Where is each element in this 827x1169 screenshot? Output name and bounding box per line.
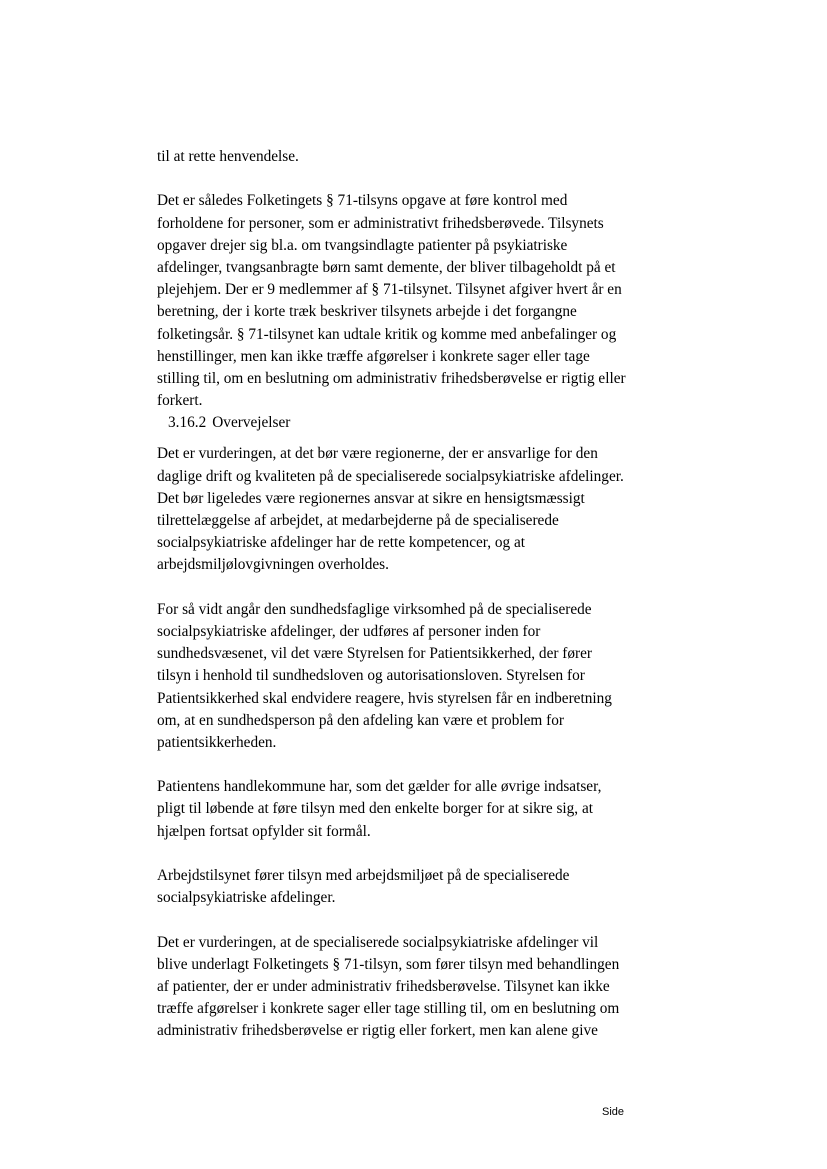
- paragraph: [157, 599, 697, 754]
- text-line: opgaver drejer sig bl.a. om tvangsindlagte patienter på psykiatriske: [157, 236, 568, 254]
- text-line: daglige drift og kvaliteten på de specialiserede socialpsykiatriske afdelinger.: [157, 467, 624, 485]
- document-body: [157, 146, 697, 1043]
- text-line: socialpsykiatriske afdelinger, der udføres af personer inden for: [157, 622, 541, 640]
- text-line: Arbejdstilsynet fører tilsyn med arbejdsmiljøet på de specialiserede: [157, 867, 570, 884]
- text-line: Patientens handlekommune har, som det gælder for alle øvrige indsatser,: [157, 778, 602, 796]
- paragraph-spacer: [157, 754, 697, 776]
- text-line: forkert.: [157, 392, 203, 410]
- paragraph-spacer: [157, 843, 697, 865]
- text-line: blive underlagt Folketingets § 71-tilsyn, som fører tilsyn med behandlingen: [157, 955, 620, 973]
- paragraph: [157, 776, 697, 843]
- text-line: tilrettelæggelse af arbejdet, at medarbejderne på de specialiserede: [157, 512, 559, 529]
- text-line: forholdene for personer, som er administrativt frihedsberøvede. Tilsynets: [157, 214, 604, 232]
- section-heading-title: Overvejelser: [212, 414, 291, 432]
- text-line: Det er vurderingen, at de specialiserede socialpsykiatriske afdelinger vil: [157, 933, 599, 951]
- paragraph-spacer: [157, 168, 697, 190]
- paragraph-spacer: [157, 909, 697, 931]
- paragraph: [157, 146, 697, 168]
- text-line: socialpsykiatriske afdelinger har de rette kompetencer, og at: [157, 534, 526, 552]
- text-line: plejehjem. Der er 9 medlemmer af § 71-tilsynet. Tilsynet afgiver hvert år en: [157, 281, 622, 299]
- text-line: Det er vurderingen, at det bør være regionerne, der er ansvarlige for den: [157, 445, 598, 463]
- text-line: tilsyn i henhold til sundhedsloven og autorisationsloven. Styrelsen for: [157, 667, 585, 685]
- text-line: folketingsår. § 71-tilsynet kan udtale kritik og komme med anbefalinger og: [157, 325, 617, 343]
- paragraph: [157, 190, 697, 412]
- text-line: træffe afgørelser i konkrete sager eller tage stilling til, om en beslutning om: [157, 1000, 620, 1018]
- section-heading: [157, 412, 697, 434]
- text-line: beretning, der i korte træk beskriver tilsynets arbejde i det forgangne: [157, 303, 577, 321]
- text-line: afdelinger, tvangsanbragte børn samt demente, der bliver tilbageholdt på et: [157, 258, 616, 276]
- text-line: arbejdsmiljølovgivningen overholdes.: [157, 556, 389, 574]
- section-heading-number: 3.16.2: [168, 414, 207, 432]
- text-line: pligt til løbende at føre tilsyn med den enkelte borger for at sikre sig, at: [157, 800, 593, 818]
- text-line: administrativ frihedsberøvelse er rigtig eller forkert, men kan alene give: [157, 1022, 598, 1040]
- paragraph-spacer: [157, 577, 697, 599]
- text-line: henstillinger, men kan ikke træffe afgørelser i konkrete sager eller tage: [157, 347, 590, 365]
- text-line: stilling til, om en beslutning om administrativ frihedsberøvelse er rigtig eller: [157, 369, 626, 387]
- text-line: af patienter, der er under administrativ frihedsberøvelse. Tilsynet kan ikke: [157, 977, 610, 995]
- text-line: Patientsikkerhed skal endvidere reagere, hvis styrelsen får en indberetning: [157, 689, 612, 707]
- text-line: For så vidt angår den sundhedsfaglige virksomhed på de specialiserede: [157, 600, 592, 618]
- text-line: til at rette henvendelse.: [157, 148, 299, 165]
- text-line: om, at en sundhedsperson på den afdeling kan være et problem for: [157, 711, 564, 729]
- text-line: patientsikkerheden.: [157, 733, 277, 751]
- text-line: socialpsykiatriske afdelinger.: [157, 889, 336, 907]
- paragraph: [157, 932, 697, 1043]
- text-line: Det bør ligeledes være regionernes ansvar at sikre en hensigtsmæssigt: [157, 489, 585, 507]
- page-footer-label: Side: [602, 1106, 625, 1118]
- paragraph: [157, 865, 697, 909]
- text-line: Det er således Folketingets § 71-tilsyns opgave at føre kontrol med: [157, 192, 568, 210]
- text-line: hjælpen fortsat opfylder sit formål.: [157, 822, 371, 840]
- paragraph: [157, 443, 697, 576]
- text-line: sundhedsvæsenet, vil det være Styrelsen for Patientsikkerhed, der fører: [157, 645, 593, 663]
